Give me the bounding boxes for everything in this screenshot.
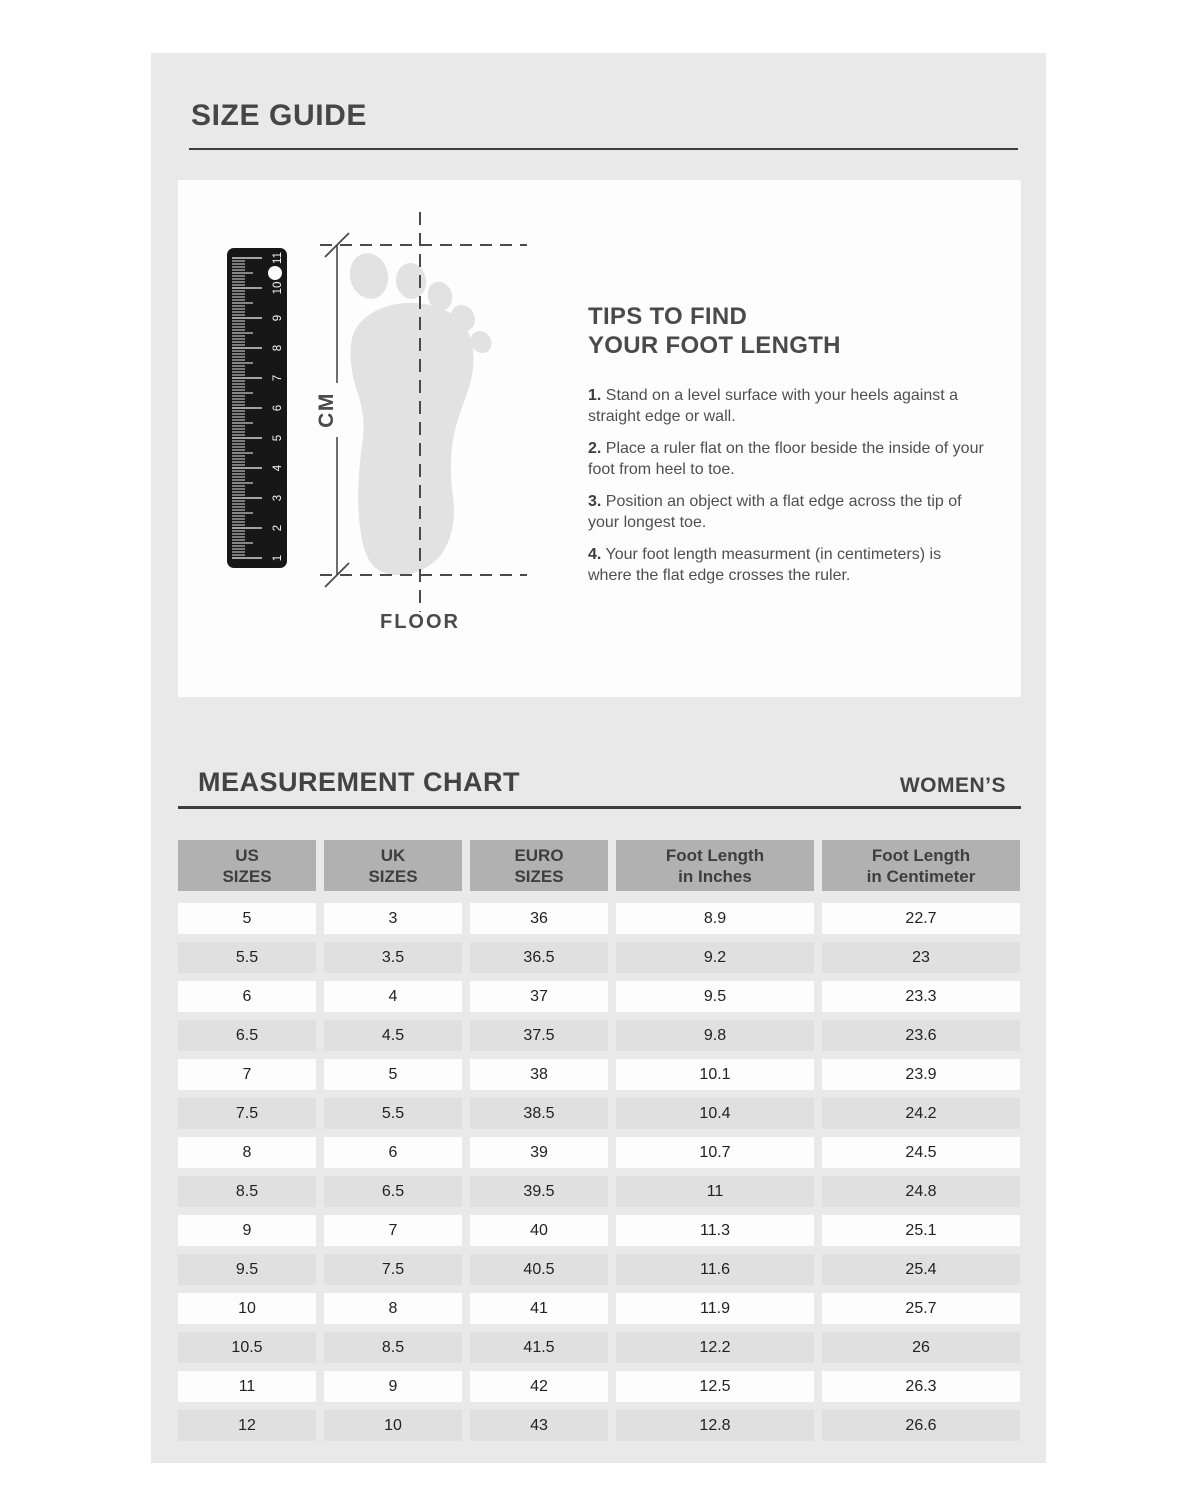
table-cell: 43 [470, 1410, 608, 1441]
ruler-number: 4 [272, 464, 284, 472]
table-cell: 22.7 [822, 903, 1020, 934]
tips-list [588, 385, 988, 586]
tip-text: Place a ruler flat on the floor beside the inside of your foot from heel to toe. [588, 440, 984, 478]
column-header [324, 840, 462, 891]
table-cell: 6 [178, 981, 316, 1012]
table-cell: 12 [178, 1410, 316, 1441]
table-cell: 11.6 [616, 1254, 814, 1285]
chart-divider [178, 806, 1021, 809]
column-header-line: EURO [514, 845, 564, 865]
table-cell: 4.5 [324, 1020, 462, 1051]
ruler-number: 7 [272, 374, 284, 382]
table-cell: 42 [470, 1371, 608, 1402]
table-cell: 7 [178, 1059, 316, 1090]
table-cell: 25.1 [822, 1215, 1020, 1246]
table-cell: 10 [324, 1410, 462, 1441]
table-cell: 12.2 [616, 1332, 814, 1363]
column-header [470, 840, 608, 891]
table-cell: 9 [178, 1215, 316, 1246]
table-cell: 7.5 [178, 1098, 316, 1129]
table-cell: 10.5 [178, 1332, 316, 1363]
tip-number: 4. [588, 546, 602, 563]
table-cell: 11.9 [616, 1293, 814, 1324]
table-cell: 3 [324, 903, 462, 934]
table-cell: 11 [178, 1371, 316, 1402]
tips-section [588, 302, 988, 597]
table-cell: 8.5 [324, 1332, 462, 1363]
gender-label: WOMEN’S [899, 774, 1006, 797]
table-cell: 24.5 [822, 1137, 1020, 1168]
page-title: SIZE GUIDE [191, 99, 368, 132]
ruler-number: 6 [272, 404, 284, 412]
column-header-line: SIZES [514, 866, 564, 886]
ruler-number: 10 [272, 281, 284, 295]
column-header-line: in Centimeter [866, 866, 976, 886]
table-header-row [178, 840, 1021, 891]
table-cell: 23.9 [822, 1059, 1020, 1090]
table-cell: 7.5 [324, 1254, 462, 1285]
table-cell: 5 [324, 1059, 462, 1090]
table-cell: 5.5 [178, 942, 316, 973]
table-cell: 26 [822, 1332, 1020, 1363]
ruler-number: 8 [272, 344, 284, 352]
table-cell: 41.5 [470, 1332, 608, 1363]
table-cell: 37.5 [470, 1020, 608, 1051]
ruler-number: 1 [272, 554, 284, 562]
table-cell: 23 [822, 942, 1020, 973]
table-cell: 8.9 [616, 903, 814, 934]
tip-number: 3. [588, 493, 602, 510]
ruler-hole [268, 266, 282, 280]
table-cell: 6.5 [324, 1176, 462, 1207]
table-cell: 5.5 [324, 1098, 462, 1129]
tips-heading-line1: TIPS TO FIND [588, 303, 748, 330]
table-cell: 9 [324, 1371, 462, 1402]
table-cell: 8 [178, 1137, 316, 1168]
column-header [616, 840, 814, 891]
tip-text: Stand on a level surface with your heels against a straight edge or wall. [588, 387, 958, 425]
table-cell: 41 [470, 1293, 608, 1324]
table-cell: 26.3 [822, 1371, 1020, 1402]
cm-label: CM [315, 392, 338, 428]
table-cell: 39.5 [470, 1176, 608, 1207]
table-body [178, 903, 1021, 1441]
ruler-graphic [227, 248, 287, 568]
column-header-line: SIZES [222, 866, 272, 886]
column-header [178, 840, 316, 891]
tip-number: 2. [588, 440, 602, 457]
table-cell: 26.6 [822, 1410, 1020, 1441]
column-header-line: Foot Length [665, 845, 765, 865]
table-cell: 10.7 [616, 1137, 814, 1168]
table-cell: 9.2 [616, 942, 814, 973]
ruler-number: 2 [272, 524, 284, 532]
tips-heading [588, 302, 988, 360]
table-cell: 10.1 [616, 1059, 814, 1090]
table-cell: 11.3 [616, 1215, 814, 1246]
tip-item [588, 491, 988, 533]
size-guide-card [151, 53, 1046, 1463]
table-cell: 40.5 [470, 1254, 608, 1285]
tips-heading-line2: YOUR FOOT LENGTH [588, 332, 841, 359]
tip-item [588, 385, 988, 427]
table-cell: 36 [470, 903, 608, 934]
table-cell: 23.6 [822, 1020, 1020, 1051]
table-cell: 40 [470, 1215, 608, 1246]
table-cell: 37 [470, 981, 608, 1012]
table-cell: 10 [178, 1293, 316, 1324]
table-cell: 24.2 [822, 1098, 1020, 1129]
table-cell: 10.4 [616, 1098, 814, 1129]
table-cell: 4 [324, 981, 462, 1012]
table-cell: 39 [470, 1137, 608, 1168]
table-cell: 12.5 [616, 1371, 814, 1402]
table-cell: 23.3 [822, 981, 1020, 1012]
table-cell: 12.8 [616, 1410, 814, 1441]
table-cell: 36.5 [470, 942, 608, 973]
size-table [178, 840, 1021, 1441]
table-cell: 8 [324, 1293, 462, 1324]
table-cell: 7 [324, 1215, 462, 1246]
column-header-line: SIZES [368, 866, 418, 886]
table-cell: 25.4 [822, 1254, 1020, 1285]
column-header [822, 840, 1020, 891]
table-cell: 24.8 [822, 1176, 1020, 1207]
tip-number: 1. [588, 387, 602, 404]
column-header-line: in Inches [678, 866, 752, 886]
table-cell: 11 [616, 1176, 814, 1207]
tip-text: Position an object with a flat edge across the tip of your longest toe. [588, 493, 962, 531]
floor-label: FLOOR [380, 611, 460, 633]
table-cell: 9.5 [616, 981, 814, 1012]
tip-item [588, 438, 988, 480]
table-cell: 8.5 [178, 1176, 316, 1207]
table-cell: 6 [324, 1137, 462, 1168]
table-cell: 9.5 [178, 1254, 316, 1285]
table-cell: 38.5 [470, 1098, 608, 1129]
tip-text: Your foot length measurment (in centimeters) is where the flat edge crosses the ruler. [588, 546, 942, 584]
ruler-number: 3 [272, 494, 284, 502]
ruler-number: 11 [272, 252, 284, 264]
ruler-number: 5 [272, 434, 284, 442]
column-header-line: US [235, 845, 259, 865]
title-divider [189, 148, 1018, 150]
table-cell: 6.5 [178, 1020, 316, 1051]
column-header-line: UK [380, 845, 406, 865]
table-cell: 38 [470, 1059, 608, 1090]
measurement-chart-title: MEASUREMENT CHART [198, 767, 520, 797]
table-cell: 5 [178, 903, 316, 934]
foot-measurement-diagram [178, 180, 1021, 697]
column-header-line: Foot Length [871, 845, 971, 865]
tip-item [588, 544, 988, 586]
ruler-number: 9 [272, 314, 284, 322]
table-cell: 3.5 [324, 942, 462, 973]
table-cell: 9.8 [616, 1020, 814, 1051]
table-cell: 25.7 [822, 1293, 1020, 1324]
